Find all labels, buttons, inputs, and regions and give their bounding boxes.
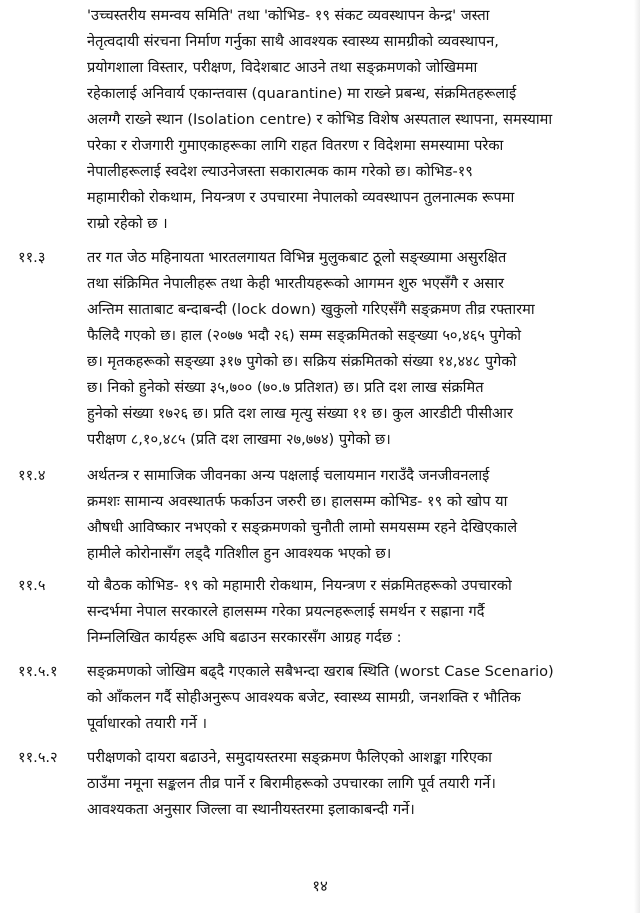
text-line: ठाउँमा नमूना सङ्कलन तीव्र पार्ने र बिरामीहरूको उपचारका लागि पूर्व तयारी गर्ने। <box>87 775 496 792</box>
page-edge-shadow <box>634 0 640 913</box>
text-line: निम्नलिखित कार्यहरू अघि बढाउन सरकारसँग आग्रह गर्दछ : <box>87 629 402 646</box>
text-line: तथा संक्रिमित नेपालीहरू तथा केही भारतीयहरूको आगमन शुरु भएसँगै र असार <box>87 275 504 292</box>
paragraph-number: ११.३ <box>18 249 46 266</box>
text-line: परीक्षणको दायरा बढाउने, समुदायस्तरमा सङ्क्रमण फैलिएको आशङ्का गरिएका <box>87 749 492 766</box>
text-line: औषधी आविष्कार नभएको र सङ्क्रमणको चुनौती लामो समयसम्म रहने देखिएकाले <box>87 519 518 536</box>
text-line: अलग्गै राख्ने स्थान (Isolation centre) र कोभिड विशेष अस्पताल स्थापना, समस्यामा <box>87 111 553 128</box>
text-line: महामारीको रोकथाम, नियन्त्रण र उपचारमा नेपालको व्यवस्थापन तुलनात्मक रूपमा <box>87 189 515 206</box>
text-line: हुनेको संख्या १७२६ छ। प्रति दश लाख मृत्यु संख्या ११ छ। कुल आरडीटी पीसीआर <box>87 405 513 422</box>
text-line: प्रयोगशाला विस्तार, परीक्षण, विदेशबाट आउने तथा सङ्क्रमणको जोखिममा <box>87 59 478 76</box>
text-line: पूर्वाधारको तयारी गर्ने । <box>87 715 207 732</box>
text-line: नेपालीहरूलाई स्वदेश ल्याउनेजस्ता सकारात्मक काम गरेको छ। कोभिड-१९ <box>87 163 473 180</box>
page-number: १४ <box>312 877 328 895</box>
text-line: सङ्क्रमणको जोखिम बढ्दै गएकाले सबैभन्दा खराब स्थिति (worst Case Scenario) <box>87 663 554 680</box>
paragraph-number: ११.५.२ <box>18 749 58 766</box>
text-line: परेका र रोजगारी गुमाएकाहरूका लागि राहत वितरण र विदेशमा समस्यामा परेका <box>87 137 504 154</box>
text-line: तर गत जेठ महिनायता भारतलगायत विभिन्न मुलुकबाट ठूलो सङ्ख्यामा असुरक्षित <box>87 249 507 266</box>
text-line: नेतृत्वदायी संरचना निर्माण गर्नुका साथै आवश्यक स्वास्थ्य सामग्रीको व्यवस्थापन, <box>87 33 499 50</box>
paragraph-number: ११.५.१ <box>18 663 58 680</box>
text-line: 'उच्चस्तरीय समन्वय समिति' तथा 'कोभिड- १९ संकट व्यवस्थापन केन्द्र' जस्ता <box>87 7 490 24</box>
text-line: आवश्यकता अनुसार जिल्ला वा स्थानीयस्तरमा इलाकाबन्दी गर्ने। <box>87 801 415 818</box>
text-line: अर्थतन्त्र र सामाजिक जीवनका अन्य पक्षलाई चलायमान गराउँदै जनजीवनलाई <box>87 467 490 484</box>
text-line: क्रमशः सामान्य अवस्थातर्फ फर्काउन जरुरी छ। हालसम्म कोभिड- १९ को खोप या <box>87 493 508 510</box>
text-line: सन्दर्भमा नेपाल सरकारले हालसम्म गरेका प्रयत्नहरूलाई समर्थन र सह्राना गर्दै <box>87 603 485 620</box>
text-line: रहेकालाई अनिवार्य एकान्तवास (quarantine) मा राख्ने प्रबन्ध, संक्रमितहरूलाई <box>87 85 517 102</box>
text-line: छ। निको हुनेको संख्या ३५,७०० (७०.७ प्रतिशत) छ। प्रति दश लाख संक्रमित <box>87 379 484 396</box>
text-line: छ। मृतकहरूको सङ्ख्या ३१७ पुगेको छ। सक्रिय संक्रमितको संख्या १४,४४८ पुगेको <box>87 353 517 370</box>
text-line: को आँकलन गर्दै सोहीअनुरूप आवश्यक बजेट, स्वास्थ्य सामग्री, जनशक्ति र भौतिक <box>87 689 521 706</box>
paragraph-number: ११.४ <box>18 467 46 484</box>
text-line: राम्रो रहेको छ । <box>87 215 168 232</box>
paragraph-number: ११.५ <box>18 577 46 594</box>
text-line: अन्तिम साताबाट बन्दाबन्दी (lock down) खुकुलो गरिएसँगै सङ्क्रमण तीव्र रफ्तारमा <box>87 301 535 318</box>
text-line: हामीले कोरोनासँग लड्दै गतिशील हुन आवश्यक भएको छ। <box>87 545 392 562</box>
text-line: परीक्षण ८,१०,४८५ (प्रति दश लाखमा २७,७७४) पुगेको छ। <box>87 431 391 448</box>
text-line: यो बैठक कोभिड- १९ को महामारी रोकथाम, नियन्त्रण र संक्रमितहरूको उपचारको <box>87 577 512 594</box>
text-line: फैलिदै गएको छ। हाल (२०७७ भदौ २६) सम्म सङ्क्रमितको सङ्ख्या ५०,४६५ पुगेको <box>87 327 522 344</box>
